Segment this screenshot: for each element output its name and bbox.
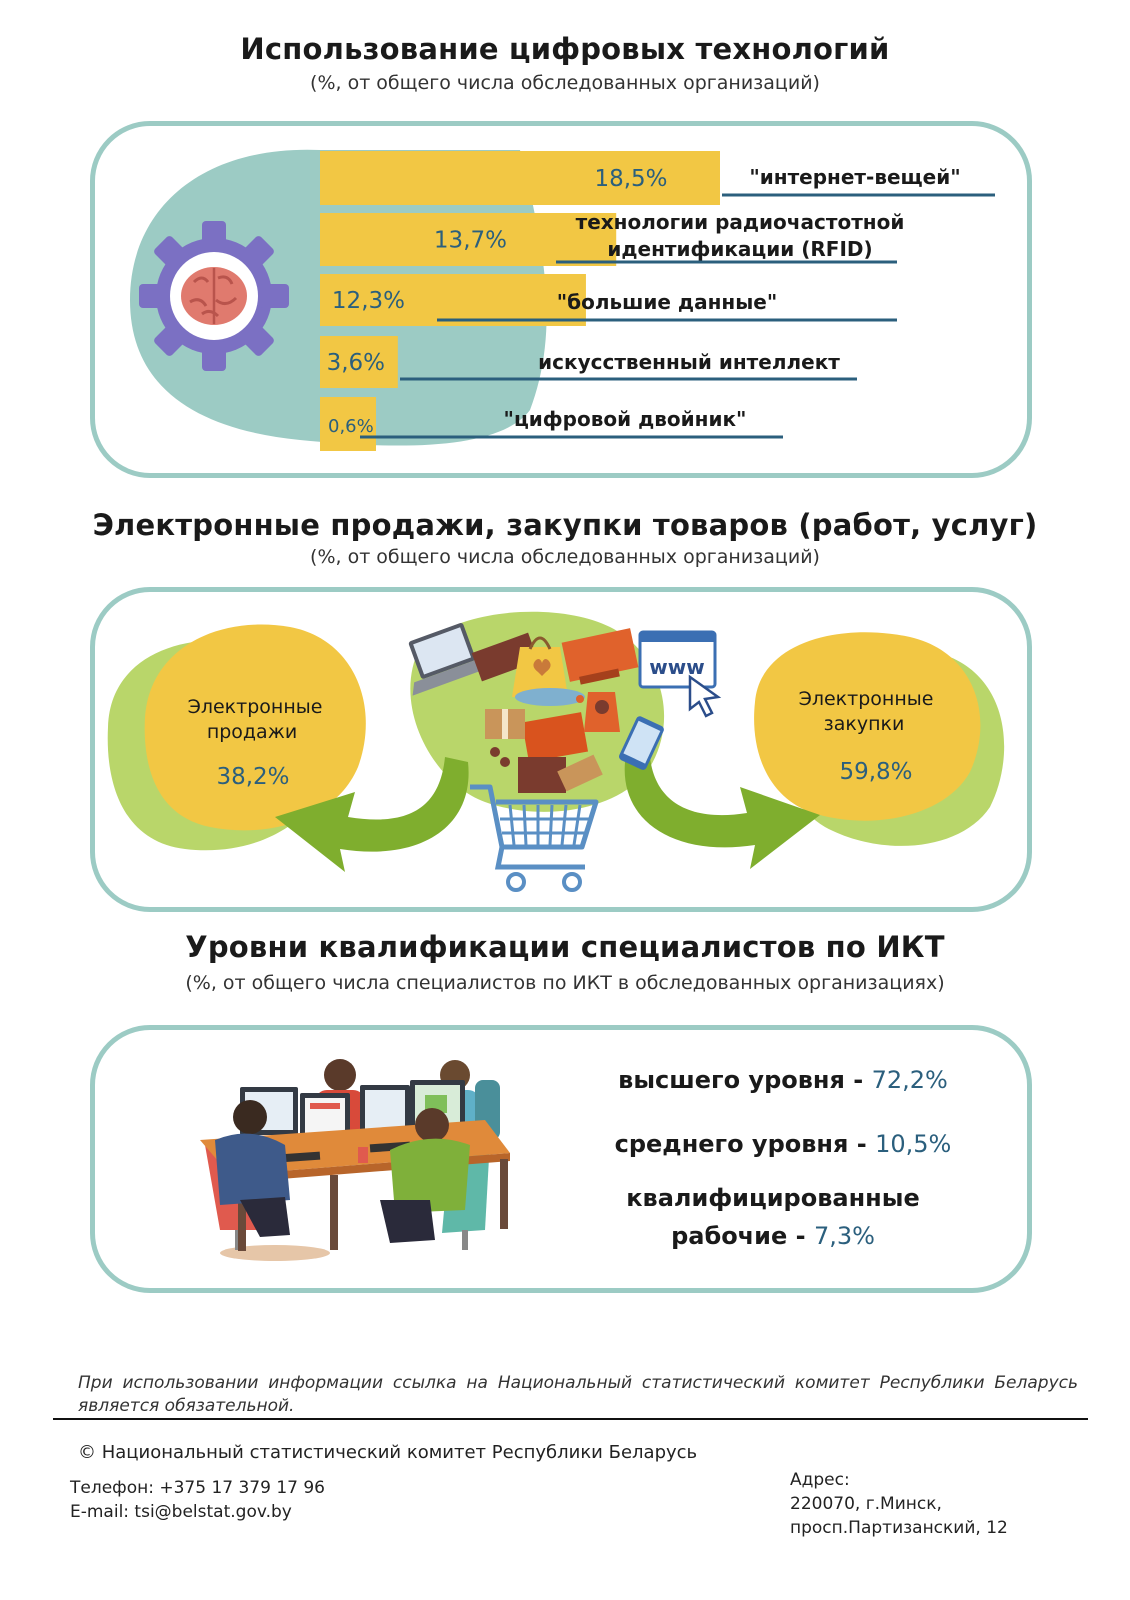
bar-value-label-4: 0,6% — [328, 416, 374, 437]
footer-divider — [53, 1418, 1088, 1420]
bar-value-label-0: 18,5% — [594, 166, 668, 192]
sales-value: 38,2% — [216, 764, 290, 790]
section3-subtitle: (%, от общего числа специалистов по ИКТ в обследованных организациях) — [185, 972, 945, 994]
office-workers-illustration — [200, 1059, 510, 1261]
bar-category-label-0: "интернет-вещей" — [749, 165, 961, 189]
email: E-mail: tsi@belstat.gov.by — [70, 1502, 292, 1522]
bar-value-label-1: 13,7% — [433, 227, 507, 254]
qual-mid — [615, 1130, 952, 1158]
qual-worker-label: рабочие - — [671, 1222, 814, 1250]
browser-www-icon — [640, 632, 715, 687]
address-line1: 220070, г.Минск, — [790, 1494, 942, 1514]
section1-subtitle: (%, от общего числа обследованных организаций) — [310, 72, 820, 94]
bar-category-label-1b: идентификации (RFID) — [607, 237, 873, 261]
www-label: www — [649, 655, 705, 679]
purchases-value: 59,8% — [839, 759, 913, 785]
bar-value-label-2: 12,3% — [331, 288, 405, 314]
section3-title: Уровни квалификации специалистов по ИКТ — [185, 930, 945, 964]
bar-category-label-3: искусственный интеллект — [538, 350, 840, 374]
purchases-label-1: Электронные — [798, 688, 934, 710]
bar-category-label-1a: технологии радиочастотной — [575, 210, 905, 234]
digital-tech-chart — [0, 0, 1130, 490]
address-label: Адрес: — [790, 1470, 850, 1490]
qual-high-value: 72,2% — [871, 1066, 948, 1094]
copyright: © Национальный статистический комитет Республики Беларусь — [78, 1442, 698, 1463]
section2-subtitle: (%, от общего числа обследованных организаций) — [310, 546, 820, 568]
address-line2: просп.Партизанский, 12 — [790, 1518, 1008, 1538]
qual-mid-value: 10,5% — [875, 1130, 952, 1158]
qual-worker — [671, 1222, 875, 1250]
gear-brain-icon — [139, 221, 289, 371]
section1-title: Использование цифровых технологий — [240, 32, 890, 66]
bar-category-label-2: "большие данные" — [556, 290, 778, 314]
section2-title: Электронные продажи, закупки товаров (работ, услуг) — [92, 508, 1038, 542]
qual-worker-value: 7,3% — [813, 1222, 875, 1250]
qual-mid-label: среднего уровня - — [614, 1130, 876, 1158]
citation-note: При использовании информации ссылка на Национальный статистический комитет Республики Беларусь является обязательной. — [78, 1373, 1078, 1416]
purchases-label-2: закупки — [823, 713, 905, 735]
ict-qualification-content — [90, 1025, 1032, 1293]
bar-category-label-4: "цифровой двойник" — [503, 407, 747, 431]
sales-label-1: Электронные — [187, 696, 323, 718]
sales-label-2: продажи — [206, 721, 298, 743]
bar-value-label-3: 3,6% — [326, 350, 385, 376]
phone: Телефон: +375 17 379 17 96 — [70, 1478, 325, 1498]
qual-high-label: высшего уровня - — [618, 1066, 872, 1094]
qual-high — [618, 1066, 948, 1094]
ecommerce-illustration — [90, 587, 1032, 912]
qual-worker-line1: квалифицированные — [626, 1184, 920, 1212]
